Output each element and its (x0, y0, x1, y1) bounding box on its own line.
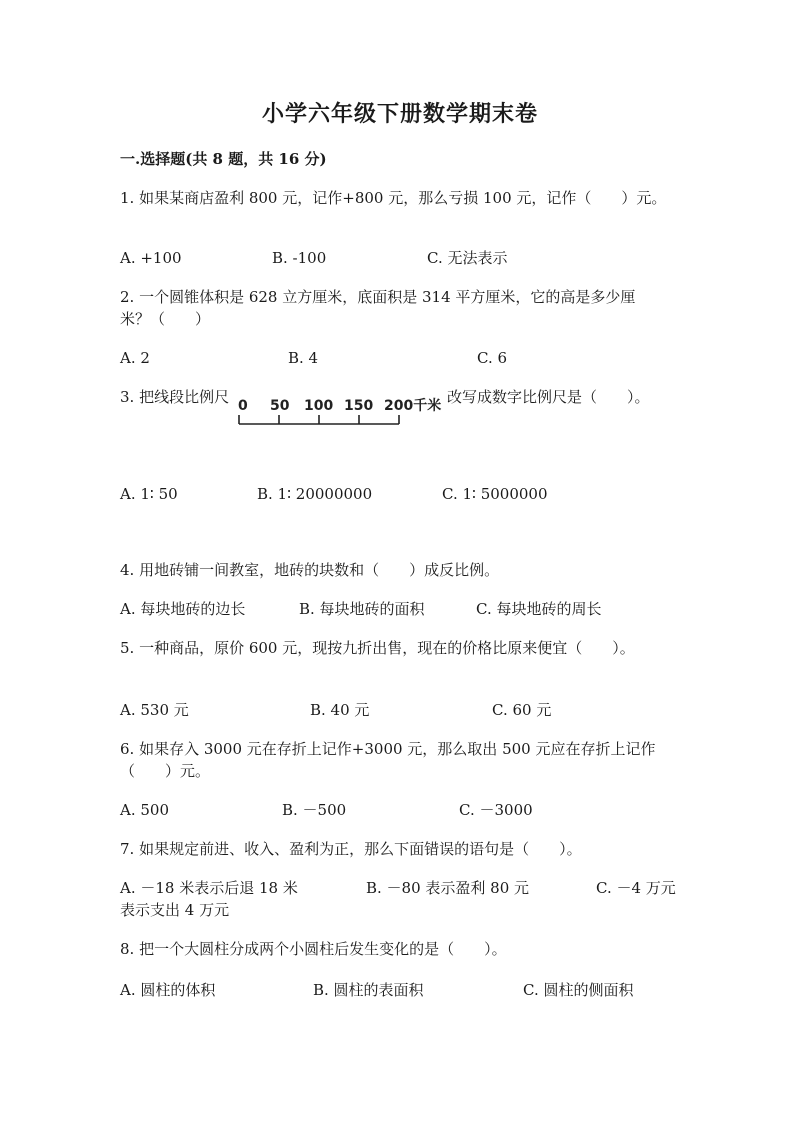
q1-option-b[interactable]: B. -100 (272, 249, 327, 267)
q5-option-b[interactable]: B. 40 元 (310, 701, 370, 719)
q2-option-c[interactable]: C. 6 (477, 349, 508, 367)
q5-option-a[interactable]: A. 530 元 (120, 701, 189, 719)
q8-option-a[interactable]: A. 圆柱的体积 (120, 981, 216, 999)
q5-option-c[interactable]: C. 60 元 (492, 701, 552, 719)
line-scale-figure (236, 396, 446, 428)
question-6: 6. 如果存入 3000 元在存折上记作+3000 元，那么取出 500 元应在存折上记作（ ）元。 (120, 740, 656, 780)
q1-option-a[interactable]: A. +100 (120, 249, 182, 267)
q6-option-c[interactable]: C. －3000 (459, 801, 533, 819)
q2-option-a[interactable]: A. 2 (120, 349, 150, 367)
q4-option-b[interactable]: B. 每块地砖的面积 (299, 600, 425, 618)
q8-option-c[interactable]: C. 圆柱的侧面积 (523, 981, 634, 999)
q1-option-c[interactable]: C. 无法表示 (427, 249, 508, 267)
q2-option-b[interactable]: B. 4 (288, 349, 319, 367)
question-2: 2. 一个圆锥体积是 628 立方厘米，底面积是 314 平方厘米，它的高是多少厘米？（ ） (120, 288, 636, 328)
question-3-suffix: 改写成数字比例尺是（ ）。 (447, 388, 650, 406)
section-heading: 一.选择题(共 8 题，共 16 分) (120, 150, 327, 168)
question-1: 1. 如果某商店盈利 800 元，记作+800 元，那么亏损 100 元，记作（ ）元。 (120, 189, 667, 207)
question-3-prefix: 3. 把线段比例尺 (120, 388, 230, 406)
question-8: 8. 把一个大圆柱分成两个小圆柱后发生变化的是（ ）。 (120, 940, 507, 958)
q8-option-b[interactable]: B. 圆柱的表面积 (313, 981, 424, 999)
question-4: 4. 用地砖铺一间教室，地砖的块数和（ ）成反比例。 (120, 561, 500, 579)
q7-option-a[interactable]: A. －18 米表示后退 18 米 (120, 879, 298, 897)
question-5: 5. 一种商品，原价 600 元，现按九折出售，现在的价格比原来便宜（ ）。 (120, 639, 635, 657)
q7-option-c[interactable]: C. －4 万元 (596, 879, 676, 897)
q7-option-c-continued: 表示支出 4 万元 (120, 901, 230, 919)
q4-option-a[interactable]: A. 每块地砖的边长 (120, 600, 246, 618)
q6-option-b[interactable]: B. －500 (282, 801, 347, 819)
scale-label-0: 0 (238, 398, 248, 414)
q4-option-c[interactable]: C. 每块地砖的周长 (476, 600, 602, 618)
scale-label-200km: 200千米 (384, 398, 442, 414)
question-7: 7. 如果规定前进、收入、盈利为正，那么下面错误的语句是（ ）。 (120, 840, 582, 858)
q3-option-c[interactable]: C. 1∶ 5000000 (442, 485, 548, 503)
q3-option-b[interactable]: B. 1∶ 20000000 (257, 485, 373, 503)
q6-option-a[interactable]: A. 500 (120, 801, 169, 819)
q3-option-a[interactable]: A. 1∶ 50 (120, 485, 178, 503)
exam-title: 小学六年级下册数学期末卷 (261, 101, 538, 127)
q7-option-b[interactable]: B. －80 表示盈利 80 元 (366, 879, 530, 897)
scale-label-100: 100 (304, 398, 334, 414)
scale-label-50: 50 (270, 398, 290, 414)
scale-label-150: 150 (344, 398, 374, 414)
